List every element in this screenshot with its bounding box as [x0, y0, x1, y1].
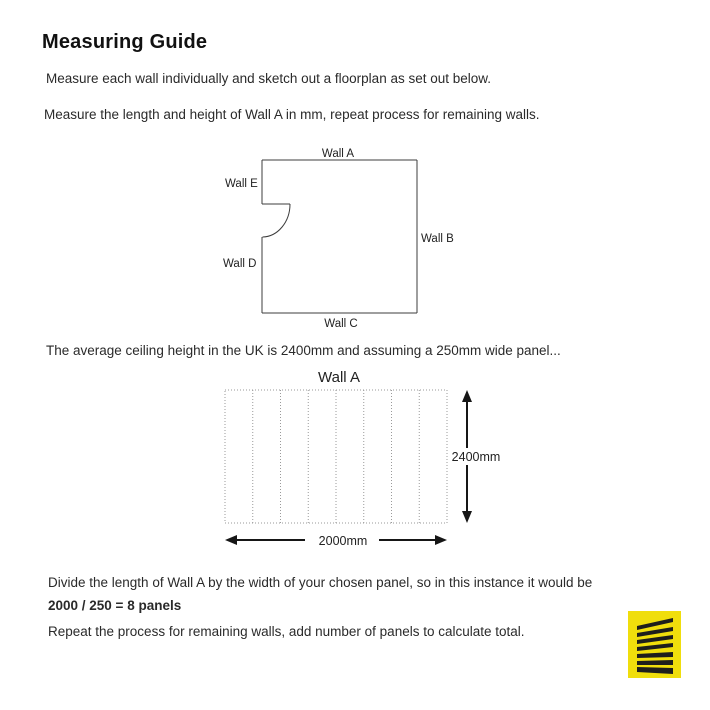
floorplan-walls	[262, 160, 417, 313]
floorplan-label-wall-b: Wall B	[421, 233, 454, 245]
floorplan-label-wall-e: Wall E	[225, 178, 258, 190]
floorplan-diagram	[200, 142, 470, 337]
height-dimension-label: 2400mm	[451, 450, 501, 464]
floorplan-label-wall-c: Wall C	[324, 318, 358, 330]
divide-instruction: Divide the length of Wall A by the width of your chosen panel, so in this instance it would be	[48, 575, 593, 590]
width-dimension-label: 2000mm	[318, 534, 368, 548]
panel-diagram-title: Wall A	[318, 369, 360, 386]
panel-dividers	[253, 390, 420, 523]
repeat-instruction: Repeat the process for remaining walls, add number of panels to calculate total.	[48, 624, 525, 639]
panel-formula: 2000 / 250 = 8 panels	[48, 598, 182, 613]
ceiling-note: The average ceiling height in the UK is 2400mm and assuming a 250mm wide panel...	[46, 343, 561, 358]
stacked-panels-logo	[628, 611, 681, 678]
intro-line-2: Measure the length and height of Wall A in mm, repeat process for remaining walls.	[44, 107, 540, 122]
floorplan-label-wall-a: Wall A	[321, 148, 355, 160]
panel-diagram	[215, 364, 510, 550]
width-dimension-arrow	[225, 531, 447, 548]
door-swing-icon	[262, 204, 290, 237]
floorplan-label-wall-d: Wall D	[223, 258, 257, 270]
height-dimension-arrow	[449, 390, 505, 523]
page-title: Measuring Guide	[42, 31, 208, 53]
intro-line-1: Measure each wall individually and sketch out a floorplan as set out below.	[46, 71, 492, 86]
